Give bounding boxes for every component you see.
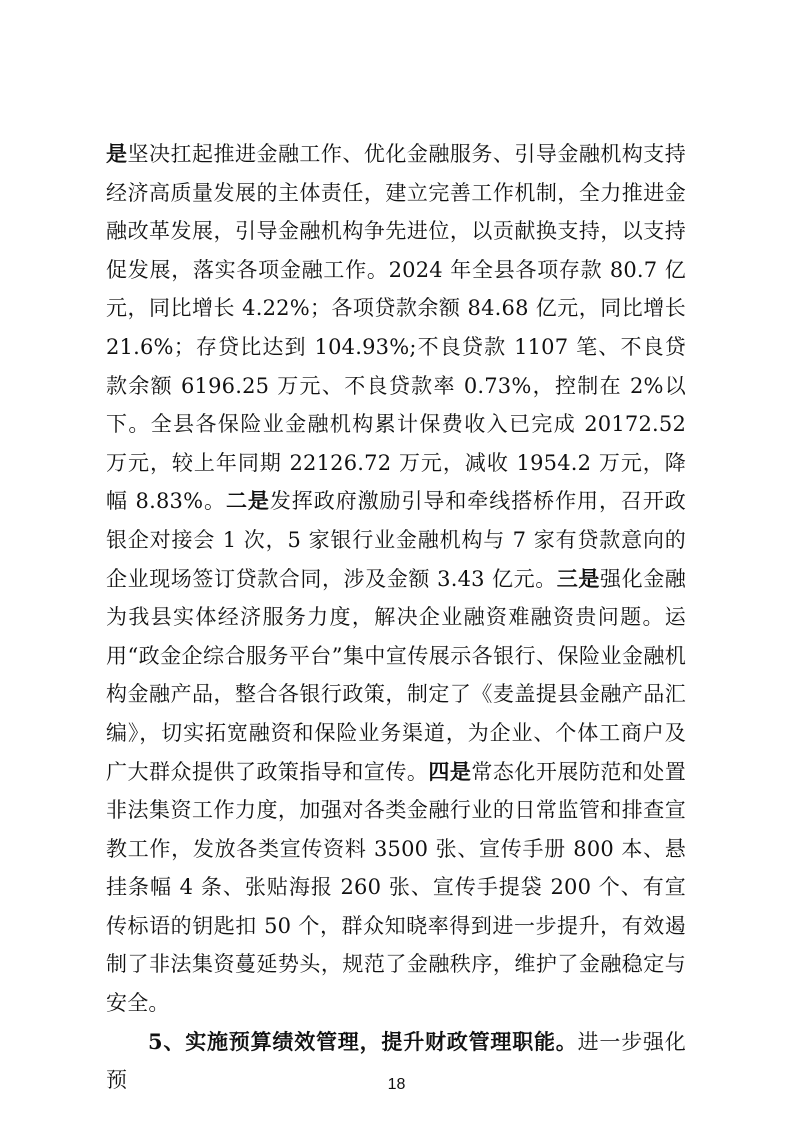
body-text <box>106 135 686 1100</box>
section-heading-5: 5、实施预算绩效管理，提升财政管理职能。 <box>148 1028 578 1054</box>
paragraph-text-3: 强化金融为我县实体经济服务力度，解决企业融资难融资贵问题。运用“政金企综合服务平台”集中宣传展示各银行、保险业金融机构金融产品，整合各银行政策，制定了《麦盖提县金融产品汇编》，切实拓宽融资和保险业务渠道，为企业、个体工商户及广大群众提供了政策指导和宣传。 <box>106 566 686 784</box>
paragraph-2-text: 进一步强化预 <box>106 1029 686 1093</box>
page-number: 18 <box>387 1076 406 1093</box>
paragraph-text-2: 发挥政府激励引导和牵线搭桥作用，召开政银企对接会 1 次，5 家银行业金融机构与 7 家有贷款意向的企业现场签订贷款合同，涉及金额 3.43 亿元。 <box>106 489 686 591</box>
paragraph-text-4: 常态化开展防范和处置非法集资工作力度，加强对各类金融行业的日常监管和排查宣教工作，发放各类宣传资料 3500 张、宣传手册 800 本、悬挂条幅 4 条、张贴海报 260 张、宣传手提袋 200 个、有宣传标语的钥匙扣 50 个，群众知晓率得到进一步提升，有效遏制了非法集资蔓延势头，规范了金融秩序，维护了金融稳定与安全。 <box>106 759 687 1016</box>
lead-bold-2: 二是 <box>225 488 270 514</box>
paragraph-financial-work <box>106 135 686 1023</box>
lead-bold-1: 是 <box>106 141 128 166</box>
lead-bold-4: 四是 <box>428 758 472 784</box>
paragraph-text-1: 坚决扛起推进金融工作、优化金融服务、引导金融机构支持经济高质量发展的主体责任，建立完善工作机制，全力推进金融改革发展，引导金融机构争先进位，以贡献换支持，以支持促发展，落实各项金融工作。2024 年全县各项存款 80.7 亿元，同比增长 4.22%；各项贷款余额 84.68 亿元，同比增长 21.6%；存贷比达到 104.93%;不良贷款 1107 笔、不良贷款余额 6196.25 万元、不良贷款率 0.73%，控制在 2%以下。全县各保险业金融机构累计保费收入已完成 20172.52 万元，较上年同期 22126.72 万元，减收 1954.2 万元，降幅 8.83%。 <box>106 142 686 514</box>
lead-bold-3: 三是 <box>556 565 600 591</box>
